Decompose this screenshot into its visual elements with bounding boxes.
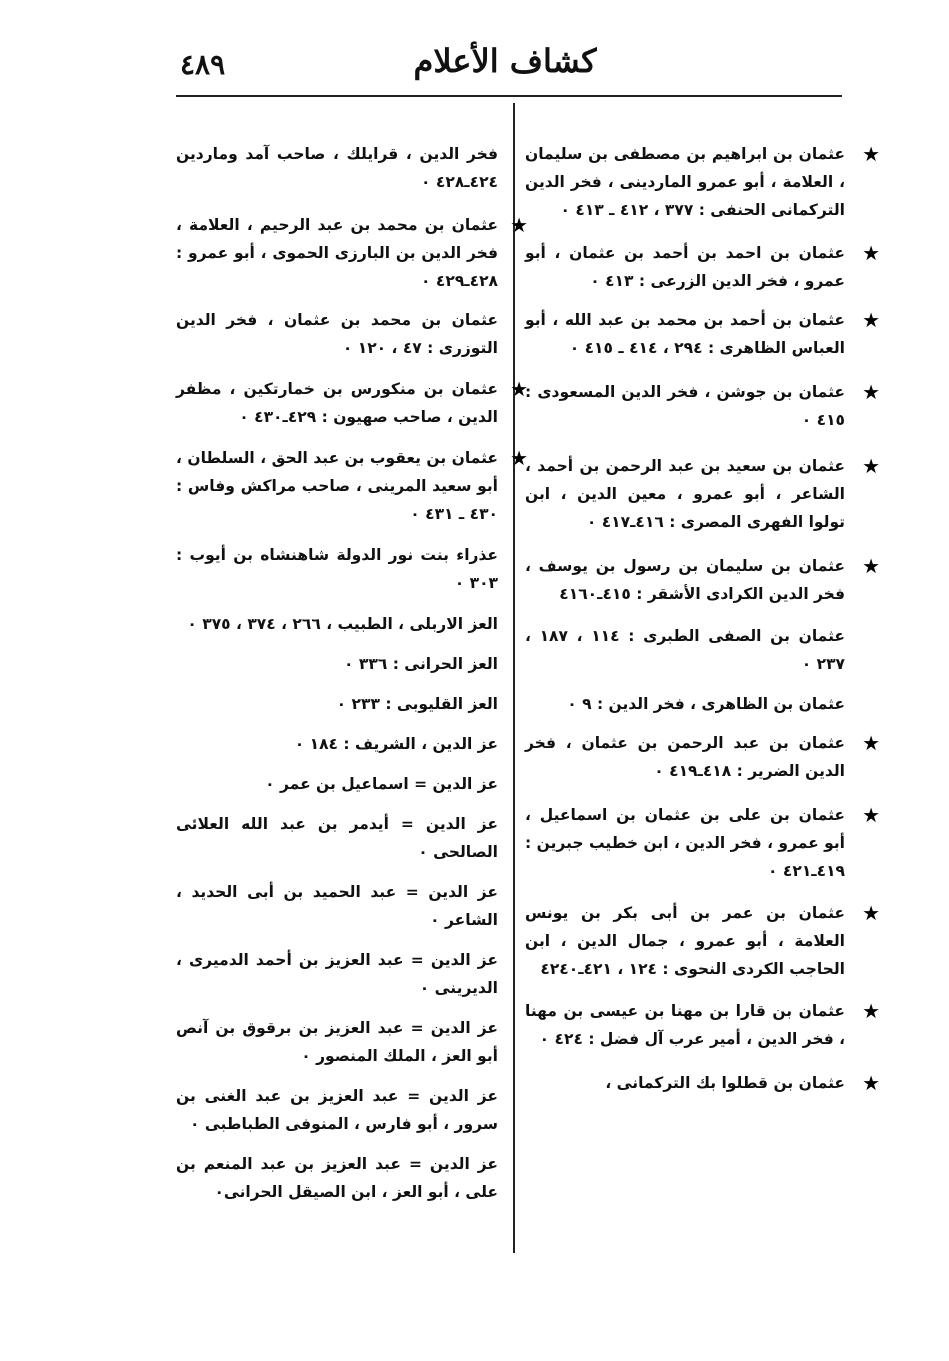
entry-text: عثمان بن قارا بن مهنا بن عيسى بن مهنا ، فخر الدين ، أمير عرب آل فضل : ٤٢٤ ٠ <box>525 1002 845 1048</box>
index-entry <box>525 997 880 1053</box>
index-entry <box>176 810 498 866</box>
entry-text: فخر الدين ، قرايلك ، صاحب آمد وماردين ٤٢٤ـ٤٢٨ ٠ <box>176 145 498 191</box>
star-icon: ★ <box>862 901 880 925</box>
index-entry <box>176 770 498 798</box>
index-entry <box>525 899 880 983</box>
index-entry <box>525 140 880 224</box>
entry-text: عز الدين = عبد العزيز بن أحمد الدميرى ، الديرينى ٠ <box>176 951 498 997</box>
star-icon: ★ <box>510 377 528 401</box>
entry-text: عز الدين = عبد العزيز بن عبد الغنى بن سرور ، أبو فارس ، المنوفى الطباطبى ٠ <box>176 1087 498 1133</box>
star-icon: ★ <box>862 380 880 404</box>
index-entry <box>176 1014 498 1070</box>
index-entry <box>525 1069 880 1097</box>
entry-text: عز الدين = عبد العزيز بن عبد المنعم بن على ، أبو العز ، ابن الصيقل الحرانى٠ <box>176 1155 498 1201</box>
star-icon: ★ <box>862 241 880 265</box>
page-number: ٤٨٩ <box>180 48 226 81</box>
entry-text: عذراء بنت نور الدولة شاهنشاه بن أيوب : ٣٠٣ ٠ <box>176 546 498 592</box>
index-entry <box>176 140 498 196</box>
entry-text: العز القليوبى : ٢٣٣ ٠ <box>336 695 498 713</box>
index-entry <box>176 610 498 638</box>
index-entry <box>176 541 498 597</box>
star-icon: ★ <box>862 803 880 827</box>
star-icon: ★ <box>862 454 880 478</box>
entry-text: عثمان بن محمد بن عبد الرحيم ، العلامة ، فخر الدين بن البارزى الحموى ، أبو عمرو : ٤٢٨ـ٤٢٩ ٠ <box>176 216 498 290</box>
entry-text: عثمان بن قطلوا بك التركمانى ، <box>605 1074 845 1092</box>
index-entry <box>176 1082 498 1138</box>
entry-text: عثمان بن عمر بن أبى بكر بن يونس العلامة ، أبو عمرو ، جمال الدين ، ابن الحاجب الكردى النحوى : ١٢٤ ، ٤٢١ـ٤٢٤٠ <box>525 904 845 978</box>
index-entry <box>176 1150 498 1206</box>
index-entry <box>176 946 498 1002</box>
entry-text: عثمان بن احمد بن أحمد بن عثمان ، أبو عمرو ، فخر الدين الزرعى : ٤١٣ ٠ <box>525 244 845 290</box>
star-icon: ★ <box>862 308 880 332</box>
entry-text: عثمان بن جوشن ، فخر الدين المسعودى : ٤١٥ ٠ <box>525 383 845 429</box>
index-entry <box>176 306 498 362</box>
index-entry <box>176 878 498 934</box>
index-entry <box>525 729 880 785</box>
left-column <box>176 140 528 1206</box>
entry-text: العز الحرانى : ٣٣٦ ٠ <box>344 655 498 673</box>
entry-text: عز الدين ، الشريف : ١٨٤ ٠ <box>294 735 498 753</box>
entry-text: عثمان بن أحمد بن محمد بن عبد الله ، أبو العباس الظاهرى : ٢٩٤ ، ٤١٤ ـ ٤١٥ ٠ <box>525 311 845 357</box>
index-entry <box>176 730 498 758</box>
index-entry <box>525 452 880 536</box>
entry-text: عثمان بن على بن عثمان بن اسماعيل ، أبو عمرو ، فخر الدين ، ابن خطيب جبرين : ٤١٩ـ٤٢١ ٠ <box>525 806 845 880</box>
index-entry <box>176 650 498 678</box>
right-column <box>525 140 880 1097</box>
index-entry <box>525 801 880 885</box>
index-entry <box>176 444 528 528</box>
index-entry <box>176 211 528 295</box>
entry-text: عثمان بن يعقوب بن عبد الحق ، السلطان ، أبو سعيد المرينى ، صاحب مراكش وفاس : ٤٣٠ ـ ٤٣١ ٠ <box>176 449 498 523</box>
entry-text: عثمان بن الصفى الطبرى : ١١٤ ، ١٨٧ ، ٢٣٧ ٠ <box>525 627 845 673</box>
index-entry <box>525 306 880 362</box>
index-entry <box>525 552 880 608</box>
star-icon: ★ <box>510 213 528 237</box>
entry-text: عثمان بن سليمان بن رسول بن يوسف ، فخر الدين الكرادى الأشقر : ٤١٥ـ٤١٦٠ <box>525 557 845 603</box>
header-rule <box>176 95 842 97</box>
index-entry <box>176 375 528 431</box>
entry-text: عثمان بن محمد بن عثمان ، فخر الدين التوزرى : ٤٧ ، ١٢٠ ٠ <box>176 311 498 357</box>
entry-text: عثمان بن الظاهرى ، فخر الدين : ٩ ٠ <box>567 695 845 713</box>
entry-text: عثمان بن سعيد بن عبد الرحمن بن أحمد ، الشاعر ، أبو عمرو ، معين الدين ، ابن تولوا الفهرى المصرى : ٤١٦ـ٤١٧ ٠ <box>525 457 845 531</box>
entry-text: عز الدين = اسماعيل بن عمر ٠ <box>265 775 498 793</box>
entry-text: عثمان بن منكورس بن خمارتكين ، مظفر الدين ، صاحب صهيون : ٤٢٩ـ٤٣٠ ٠ <box>176 380 498 426</box>
star-icon: ★ <box>862 554 880 578</box>
column-divider <box>513 103 515 1253</box>
star-icon: ★ <box>510 446 528 470</box>
entry-text: العز الاربلى ، الطبيب ، ٢٦٦ ، ٣٧٤ ، ٣٧٥ ٠ <box>187 615 498 633</box>
star-icon: ★ <box>862 999 880 1023</box>
index-entry <box>525 378 880 434</box>
star-icon: ★ <box>862 142 880 166</box>
entry-text: عثمان بن ابراهيم بن مصطفى بن سليمان ، العلامة ، أبو عمرو الماردينى ، فخر الدين التركمانى الحنفى : ٣٧٧ ، ٤١٢ ـ ٤١٣ ٠ <box>525 145 845 219</box>
entry-text: عز الدين = عبد العزيز بن برقوق بن آنص أبو العز ، الملك المنصور ٠ <box>176 1019 498 1065</box>
index-entry <box>176 690 498 718</box>
index-entry <box>525 239 880 295</box>
index-entry <box>525 690 845 718</box>
index-entry <box>525 622 845 678</box>
page-title: كشاف الأعلام <box>413 42 597 80</box>
entry-text: عز الدين = عبد الحميد بن أبى الحديد ، الشاعر ٠ <box>176 883 498 929</box>
entry-text: عز الدين = أيدمر بن عبد الله العلائى الصالحى ٠ <box>176 815 498 861</box>
star-icon: ★ <box>862 731 880 755</box>
entry-text: عثمان بن عبد الرحمن بن عثمان ، فخر الدين الضرير : ٤١٨ـ٤١٩ ٠ <box>525 734 845 780</box>
star-icon: ★ <box>862 1071 880 1095</box>
